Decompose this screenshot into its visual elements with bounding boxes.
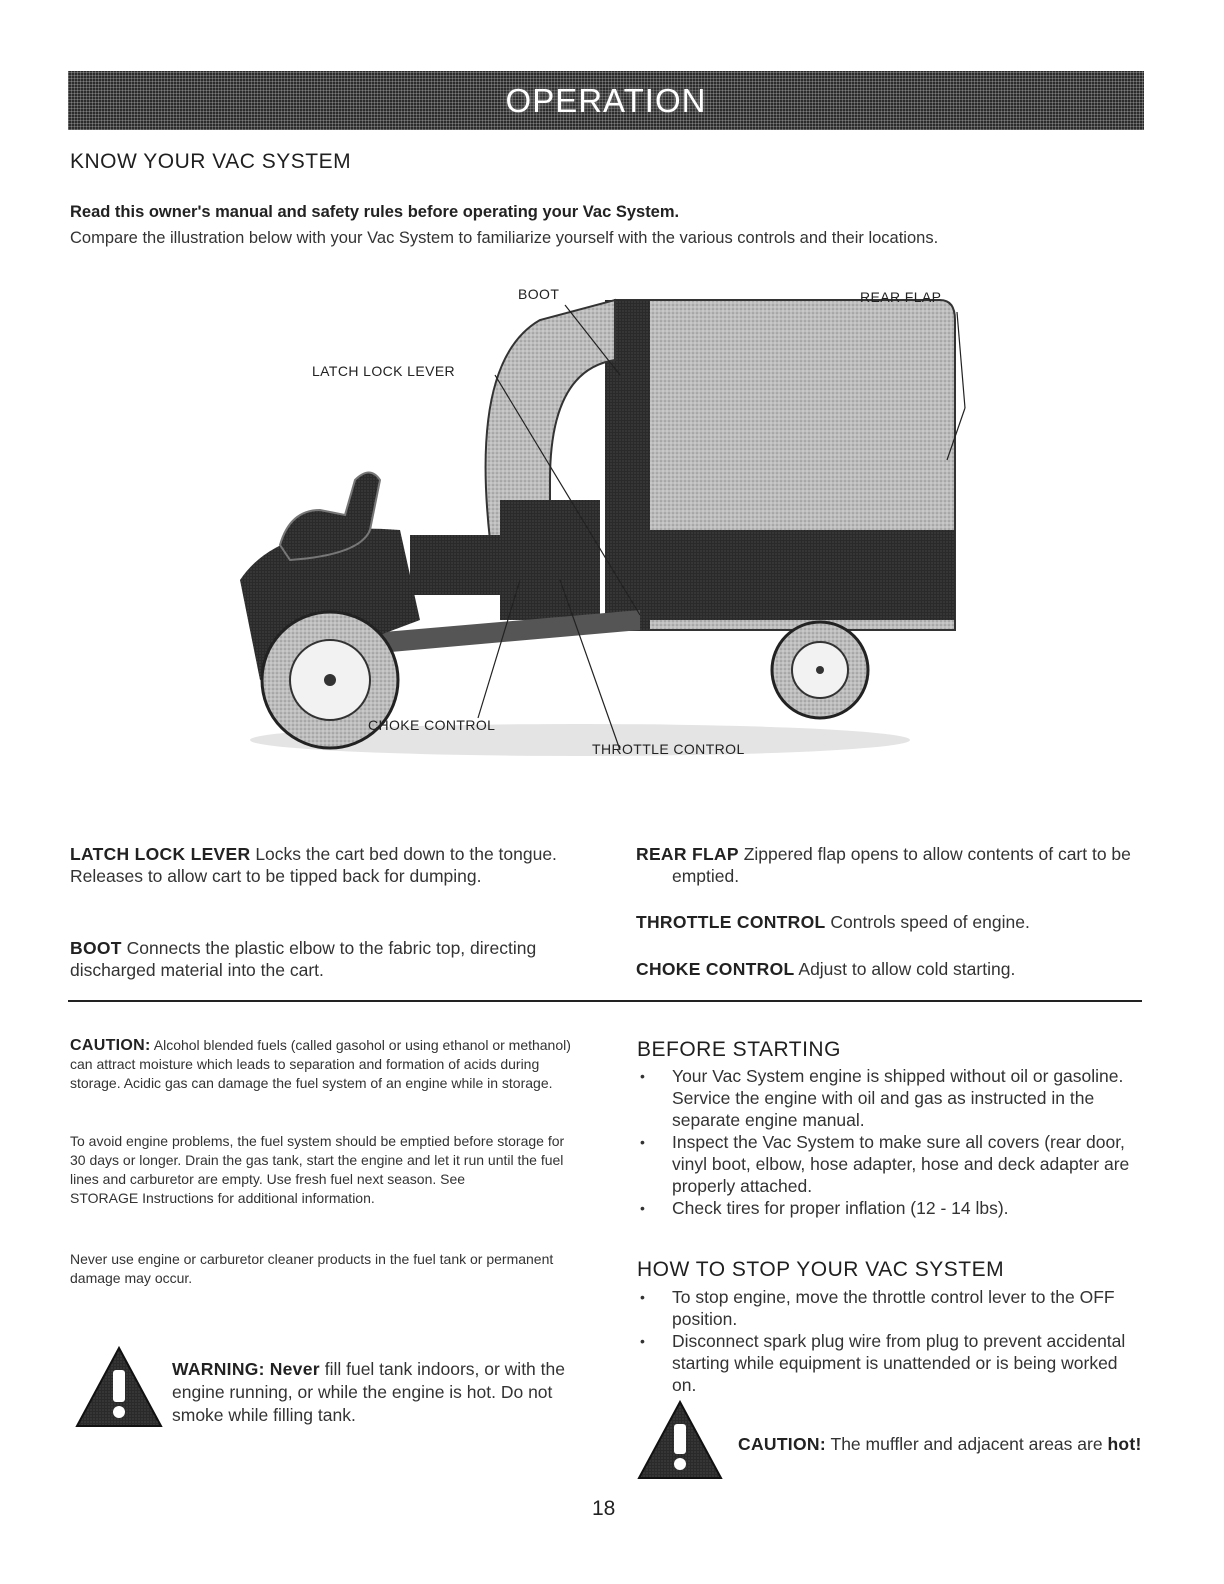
desc-choke-control (636, 958, 1142, 980)
page-number: 18 (592, 1497, 616, 1520)
caution-muffler-hot: hot! (1107, 1434, 1142, 1454)
list-item: • Disconnect spark plug wire from plug to prevent accidental starting while equipment is unattended or is being worked on. (640, 1331, 1126, 1395)
caution-fuel-p2b-text: STORAGE Instructions for additional information. (70, 1190, 375, 1206)
hose-connector (410, 535, 520, 595)
section-banner (68, 71, 1144, 130)
bullet-icon: • (640, 1200, 645, 1216)
choke-leader-line (478, 580, 520, 718)
list-item: • To stop engine, move the throttle control lever to the OFF position. (640, 1287, 1115, 1329)
caution-muffler-body: The muffler and adjacent areas are (830, 1434, 1103, 1454)
caution-fuel-p1 (70, 1036, 582, 1093)
bullet-icon: • (640, 1068, 645, 1084)
know-your-vac-heading: KNOW YOUR VAC SYSTEM (70, 150, 352, 173)
before-starting-heading: BEFORE STARTING (637, 1038, 841, 1061)
desc-latch-term: LATCH LOCK LEVER (70, 844, 251, 864)
caution-fuel-p2-text: To avoid engine problems, the fuel system should be emptied before storage for 30 days or longer. Drain the gas tank, start the engine and let it run until the fuel lines and carburetor are empty. Use fresh fuel next season. See (70, 1133, 565, 1187)
desc-boot-term: BOOT (70, 938, 122, 958)
warning-fuel-body: fill fuel tank indoors, or with the engine running, or while the engine is hot. Do not smoke while filling tank. (172, 1359, 565, 1425)
warning-triangle-icon (75, 1346, 163, 1428)
bullet-icon: • (640, 1289, 645, 1305)
desc-boot (70, 937, 590, 981)
desc-latch-text: Locks the cart bed down to the tongue. Releases to allow cart to be tipped back for dumping. (70, 844, 557, 886)
desc-choke-term: CHOKE CONTROL (636, 959, 795, 979)
intro-text: Compare the illustration below with your Vac System to familiarize yourself with the various controls and their locations. (70, 229, 939, 247)
desc-latch-lock-lever (70, 843, 590, 887)
callout-rear-flap: REAR FLAP (860, 289, 942, 305)
callout-boot: BOOT (518, 286, 560, 302)
vac-system-drawing (220, 280, 1020, 800)
banner-title: OPERATION (505, 81, 707, 119)
before-starting-list (636, 1065, 1146, 1219)
caution-fuel-p3: Never use engine or carburetor cleaner products in the fuel tank or permanent damage may occur. (70, 1251, 554, 1286)
caution-muffler-text (738, 1433, 1142, 1456)
list-item: • Inspect the Vac System to make sure all covers (rear door, vinyl boot, elbow, hose adapter, hose and deck adapter are properly attached. (640, 1132, 1130, 1196)
caution-fuel-text: Alcohol blended fuels (called gasohol or using ethanol or methanol) can attract moisture which leads to separation and formation of acids during storage. Acidic gas can damage the fuel system of an engine while in storage. (70, 1037, 571, 1091)
desc-choke-text: Adjust to allow cold starting. (798, 959, 1016, 979)
callout-throttle-control: THROTTLE CONTROL (592, 741, 745, 757)
list-item: • Your Vac System engine is shipped without oil or gasoline. Service the engine with oil and gas as instructed in the separate engine manual. (640, 1066, 1124, 1130)
warning-fuel-text (172, 1358, 582, 1427)
bullet-icon: • (640, 1134, 645, 1150)
desc-rear-flap (636, 843, 1178, 887)
desc-throttle-text: Controls speed of engine. (830, 912, 1030, 932)
desc-throttle-control (636, 911, 1142, 933)
bullet-icon: • (640, 1333, 645, 1349)
cart-bed (620, 530, 955, 620)
caution-fuel-label: CAUTION: (70, 1037, 151, 1054)
how-to-stop-heading: HOW TO STOP YOUR VAC SYSTEM (637, 1258, 1005, 1281)
callout-choke-control: CHOKE CONTROL (368, 717, 496, 733)
desc-rear-flap-text: Zippered flap opens to allow contents of cart to be emptied. (672, 844, 1131, 886)
desc-throttle-term: THROTTLE CONTROL (636, 912, 826, 932)
intro-bold-text: Read this owner's manual and safety rules before operating your Vac System. (70, 203, 680, 221)
section-divider (68, 1000, 1142, 1002)
caution-fuel-p2 (70, 1132, 582, 1208)
warning-fuel-never: Never (269, 1359, 320, 1379)
callout-latch-lock-lever: LATCH LOCK LEVER (312, 363, 456, 379)
warning-triangle-icon (637, 1400, 723, 1480)
vac-system-illustration (220, 280, 1020, 800)
how-to-stop-list (636, 1286, 1146, 1396)
desc-rear-flap-term: REAR FLAP (636, 844, 739, 864)
rear-flap-leader-line (957, 312, 965, 408)
caution-muffler-label: CAUTION: (738, 1434, 826, 1454)
desc-boot-text: Connects the plastic elbow to the fabric top, directing discharged material into the cart. (70, 938, 537, 980)
list-item: • Check tires for proper inflation (12 - 14 lbs). (640, 1198, 1009, 1218)
warning-fuel-label: WARNING: (172, 1359, 265, 1379)
